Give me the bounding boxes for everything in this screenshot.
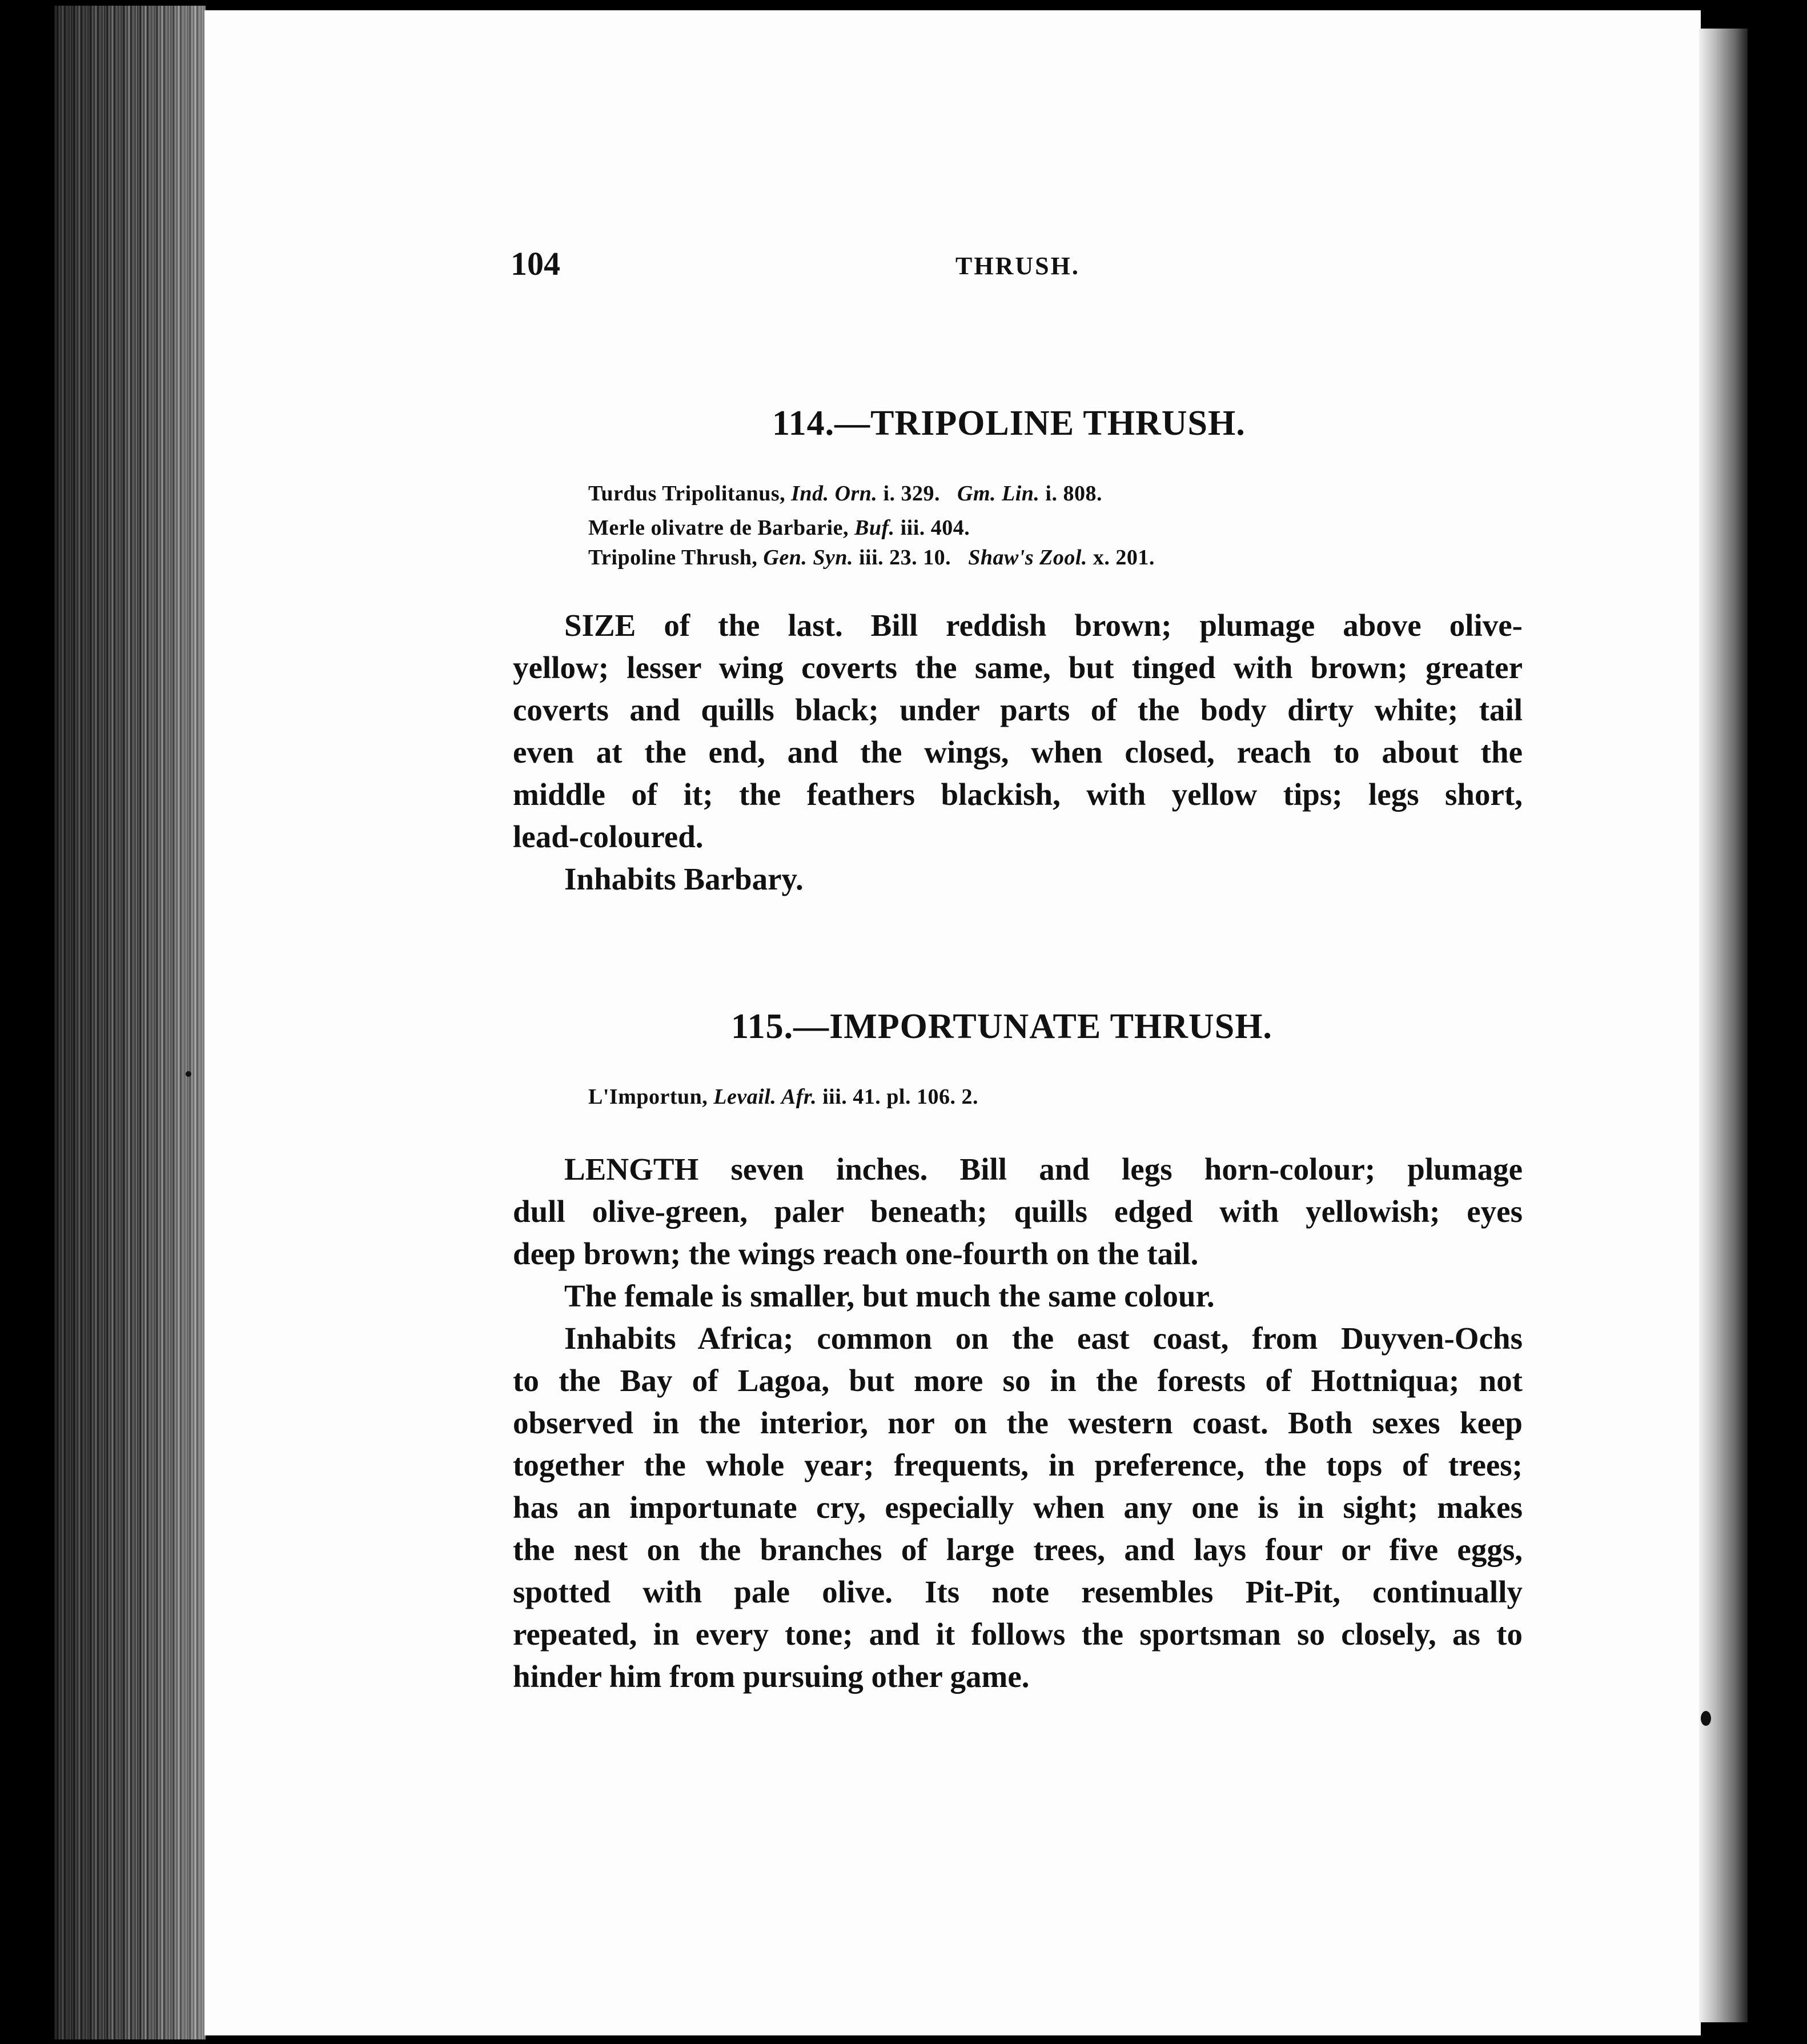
margin-speck [1701, 1711, 1711, 1726]
text-line: dull olive-green, paler beneath; quills edged with yellowish; eyes [513, 1194, 1523, 1229]
synonym-line: Tripoline Thrush, Gen. Syn. iii. 23. 10. Shaw's Zool. x. 201. [588, 546, 1155, 570]
text-line: even at the end, and the wings, when closed, reach to about the [513, 735, 1523, 769]
text-line: has an importunate cry, especially when any one is in sight; makes [513, 1490, 1523, 1525]
text-line: yellow; lesser wing coverts the same, but tinged with brown; greater [513, 650, 1523, 685]
text-line: repeated, in every tone; and it follows the sportsman so closely, as to [513, 1617, 1523, 1652]
gutter-shadow [54, 6, 206, 2039]
text-line: LENGTH seven inches. Bill and legs horn-colour; plumage [564, 1152, 1523, 1187]
scan-border-left [0, 0, 57, 2044]
margin-speck [186, 1071, 191, 1077]
habitat-line: Inhabits Barbary. [564, 861, 804, 896]
text-line: coverts and quills black; under parts of the body dirty white; tail [513, 692, 1523, 727]
synonym-line: L'Importun, Levail. Afr. iii. 41. pl. 106. 2. [588, 1085, 978, 1109]
text-line: deep brown; the wings reach one-fourth on the tail. [513, 1236, 1199, 1271]
text-line: hinder him from pursuing other game. [513, 1659, 1030, 1694]
text-line: The female is smaller, but much the same colour. [564, 1278, 1215, 1313]
text-line: SIZE of the last. Bill reddish brown; plumage above olive- [564, 608, 1523, 643]
synonym-line: Merle olivatre de Barbarie, Buf. iii. 404. [588, 516, 970, 540]
text-line: together the whole year; frequents, in preference, the tops of trees; [513, 1448, 1523, 1482]
text-line: spotted with pale olive. Its note resembles Pit-Pit, continually [513, 1574, 1523, 1609]
entry-heading: 114.—TRIPOLINE THRUSH. [772, 404, 1246, 443]
entry-description [513, 1148, 1523, 1698]
page-number: 104 [511, 245, 560, 282]
text-line: Inhabits Africa; common on the east coast, from Duyven-Ochs [564, 1321, 1523, 1356]
text-line: the nest on the branches of large trees, and lays four or five eggs, [513, 1532, 1523, 1567]
running-title: THRUSH. [955, 252, 1080, 280]
scan-border-bottom [0, 2035, 1807, 2044]
entry-heading: 115.—IMPORTUNATE THRUSH. [731, 1007, 1272, 1046]
text-line: to the Bay of Lagoa, but more so in the forests of Hottniqua; not [513, 1363, 1523, 1398]
text-line: lead-coloured. [513, 819, 704, 854]
entry-description [513, 604, 1523, 900]
synonym-line: Turdus Tripolitanus, Ind. Orn. i. 329. Gm. Lin. i. 808. [588, 482, 1102, 506]
scan-border-right [1748, 0, 1807, 2044]
scan-border-top [0, 0, 1807, 10]
text-line: middle of it; the feathers blackish, with yellow tips; legs short, [513, 777, 1523, 812]
text-line: observed in the interior, nor on the western coast. Both sexes keep [513, 1405, 1523, 1440]
